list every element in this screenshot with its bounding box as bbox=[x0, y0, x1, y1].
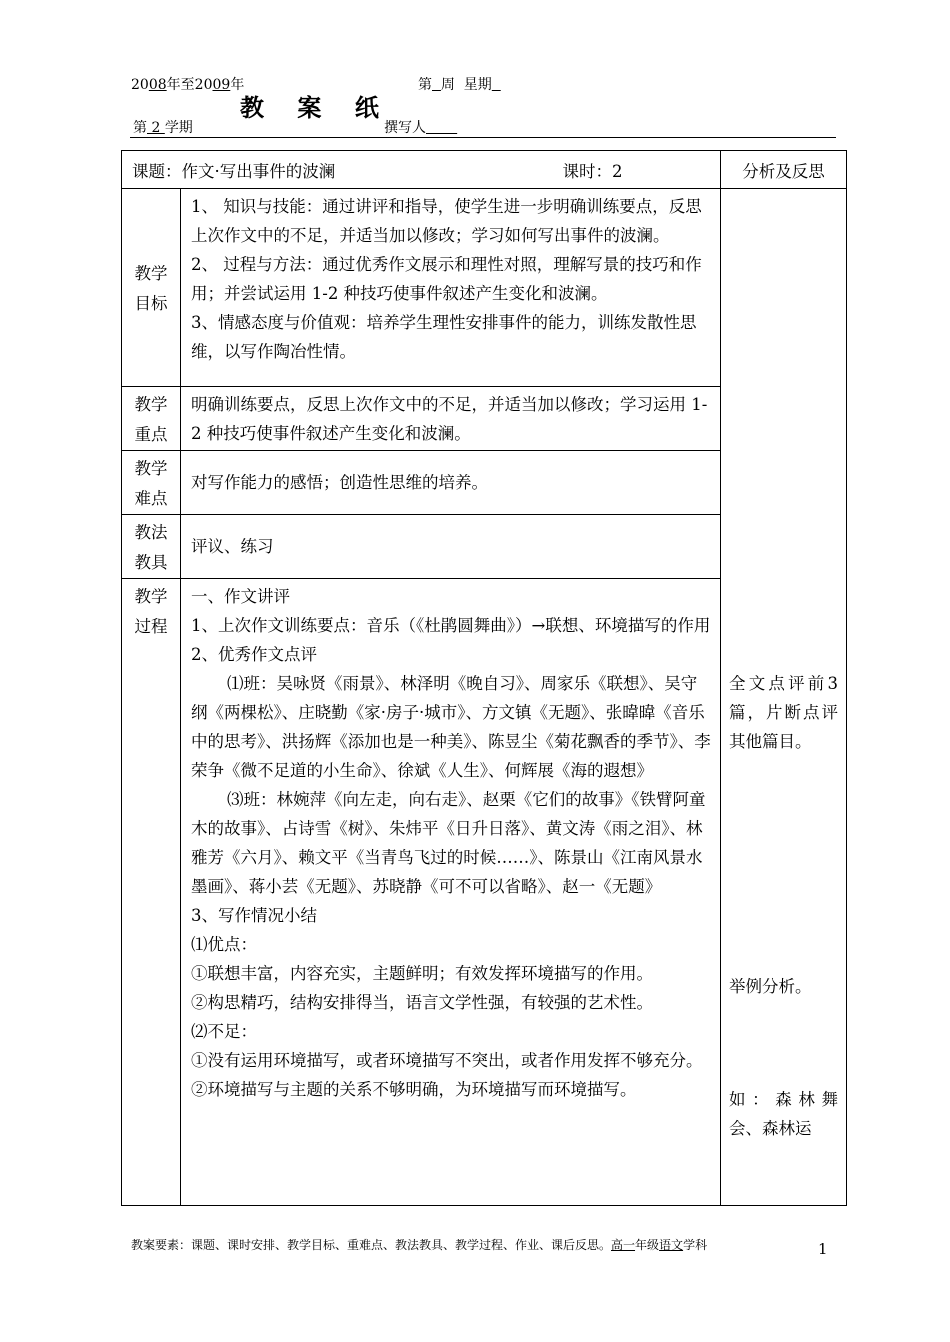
key-points-label: 教学 重点 bbox=[122, 387, 181, 451]
page-number: 1 bbox=[818, 1240, 828, 1258]
lesson-hours: 课时：2 bbox=[562, 161, 623, 181]
week-field: 第 周 星期 bbox=[418, 77, 492, 93]
school-year: 2008年至2009年 bbox=[131, 77, 245, 93]
process-line: 1、上次作文训练要点：音乐（《杜鹃圆舞曲》）→联想、环境描写的作用 bbox=[191, 616, 711, 635]
objective-3: 3、情感态度与价值观：培养学生理性安排事件的能力，训练发散性思维，以写作陶冶性情。 bbox=[191, 313, 697, 361]
analysis-header: 分析及反思 bbox=[721, 151, 847, 189]
process-line: ①没有运用环境描写，或者环境描写不突出，或者作用发挥不够充分。 bbox=[191, 1051, 703, 1070]
page-title: 教 案 纸 bbox=[240, 93, 379, 122]
class-1-essays: ⑴班：吴咏贤《雨景》、林泽明《晚自习》、周家乐《联想》、吴守纲《两棵松》、庄晓勤《家·房子·城市》、方文镇《无题》、张暐暐《音乐中的思考》、洪扬辉《添加也是一种美》、陈昱尘《菊花飘香的季节》、李荣争《微不足道的小生命》、徐斌《人生》、何辉展《海的遐想》 bbox=[191, 674, 711, 780]
author-field: 撰写人 bbox=[384, 120, 426, 136]
process-line: 一、作文讲评 bbox=[191, 587, 290, 606]
objectives-content bbox=[181, 189, 721, 387]
process-label: 教学 过程 bbox=[122, 579, 181, 1206]
process-line: ①联想丰富，内容充实，主题鲜明；有效发挥环境描写的作用。 bbox=[191, 964, 653, 983]
topic: 课题：作文·写出事件的波澜 bbox=[132, 161, 336, 181]
term-field: 第 2 学期 bbox=[133, 120, 193, 136]
analysis-column bbox=[721, 189, 847, 1206]
process-line: ⑴优点： bbox=[191, 935, 257, 954]
analysis-note-1: 全文点评前3篇，片断点评其他篇目。 bbox=[729, 674, 838, 751]
process-line: ⑵不足： bbox=[191, 1022, 257, 1041]
footer-elements: 教案要素：课题、课时安排、教学目标、重难点、教法教具、教学过程、作业、课后反思。高一年级语文学科 bbox=[131, 1238, 708, 1252]
process-line: 2、优秀作文点评 bbox=[191, 645, 317, 664]
process-line: ②构思精巧，结构安排得当，语言文学性强，有较强的艺术性。 bbox=[191, 993, 653, 1012]
difficulty-label: 教学 难点 bbox=[122, 451, 181, 515]
objective-2: 2、 过程与方法：通过优秀作文展示和理性对照，理解写景的技巧和作用；并尝试运用 1-2 种技巧使事件叙述产生变化和波澜。 bbox=[191, 255, 702, 303]
analysis-note-3: 如：森林舞会、森林运 bbox=[729, 1090, 838, 1138]
process-line: 3、写作情况小结 bbox=[191, 906, 317, 925]
lesson-plan-table bbox=[121, 150, 847, 1206]
teaching-method: 评议、练习 bbox=[181, 515, 721, 579]
topic-cell bbox=[122, 151, 721, 189]
key-points: 明确训练要点，反思上次作文中的不足，并适当加以修改；学习运用 1-2 种技巧使事件叙述产生变化和波澜。 bbox=[181, 387, 721, 451]
header-rule bbox=[130, 137, 836, 138]
class-3-essays: ⑶班：林婉萍《向左走，向右走》、赵栗《它们的故事》《铁臂阿童木的故事》、占诗雪《树》、朱炜平《日升日落》、黄文涛《雨之泪》、林雅芳《六月》、赖文平《当青鸟飞过的时候……》、陈景山《江南风景水墨画》、蒋小芸《无题》、苏晓静《可不可以省略》、赵一《无题》 bbox=[191, 790, 706, 896]
method-label: 教法 教具 bbox=[122, 515, 181, 579]
objective-1: 1、 知识与技能：通过讲评和指导，使学生进一步明确训练要点，反思上次作文中的不足，并适当加以修改；学习如何写出事件的波澜。 bbox=[191, 197, 702, 245]
analysis-note-2: 举例分析。 bbox=[729, 977, 812, 996]
objectives-label: 教学 目标 bbox=[122, 189, 181, 387]
process-content bbox=[181, 579, 721, 1206]
difficulty: 对写作能力的感悟；创造性思维的培养。 bbox=[181, 451, 721, 515]
objectives-row bbox=[122, 189, 847, 387]
process-line: ②环境描写与主题的关系不够明确，为环境描写而环境描写。 bbox=[191, 1080, 637, 1099]
topic-row bbox=[122, 151, 847, 189]
